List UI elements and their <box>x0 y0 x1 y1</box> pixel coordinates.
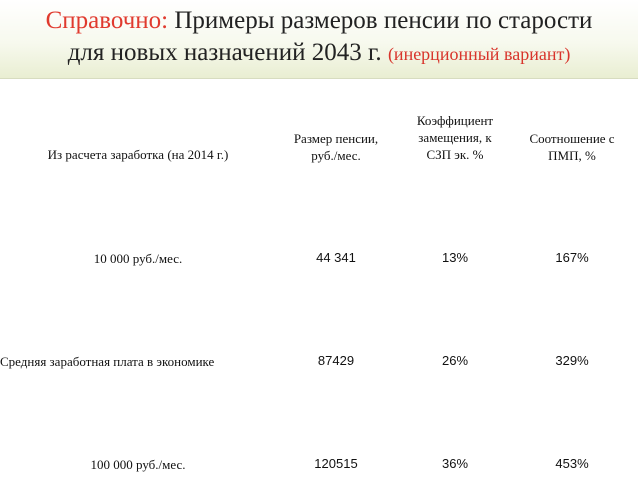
row-2-pension: 87429 <box>317 353 355 368</box>
slide-title-line-2 <box>0 38 638 69</box>
row-2-pmp: 329% <box>555 353 589 368</box>
header-pension <box>276 130 396 164</box>
row-3-label: 100 000 руб./мес. <box>90 457 186 472</box>
row-2-label: Средняя заработная плата в экономике <box>0 354 215 369</box>
row-1-ratio: 13% <box>441 250 469 265</box>
row-1-pmp: 167% <box>555 250 589 265</box>
title-prefix: Справочно: <box>45 7 169 34</box>
header-pmp-l2: ПМП, % <box>548 148 596 163</box>
row-1-label: 10 000 руб./мес. <box>93 251 183 266</box>
header-earnings: Из расчета заработка (на 2014 г.) <box>47 147 229 162</box>
row-1-pension: 44 341 <box>316 250 356 265</box>
header-pmp-l1: Соотношение с <box>529 131 615 146</box>
title-line2: для новых назначений 2043 г. <box>67 39 382 66</box>
header-replacement-l3: СЗП эк. % <box>426 147 484 162</box>
row-3-pension: 120515 <box>314 456 358 471</box>
header-replacement-l1: Коэффициент <box>416 113 494 128</box>
row-2-ratio: 26% <box>441 353 469 368</box>
title-variant: (инерционный вариант) <box>387 44 571 64</box>
slide-title-line-1 <box>0 6 638 36</box>
header-pension-l1: Размер пенсии, <box>293 131 379 146</box>
header-pmp <box>512 130 632 164</box>
title-main: Примеры размеров пенсии по старости <box>174 7 593 34</box>
header-pension-l2: руб./мес. <box>311 148 361 163</box>
title-band <box>0 0 638 79</box>
row-3-pmp: 453% <box>555 456 589 471</box>
header-replacement-l2: замещения, к <box>418 130 492 145</box>
row-3-ratio: 36% <box>441 456 469 471</box>
header-replacement <box>395 112 515 163</box>
